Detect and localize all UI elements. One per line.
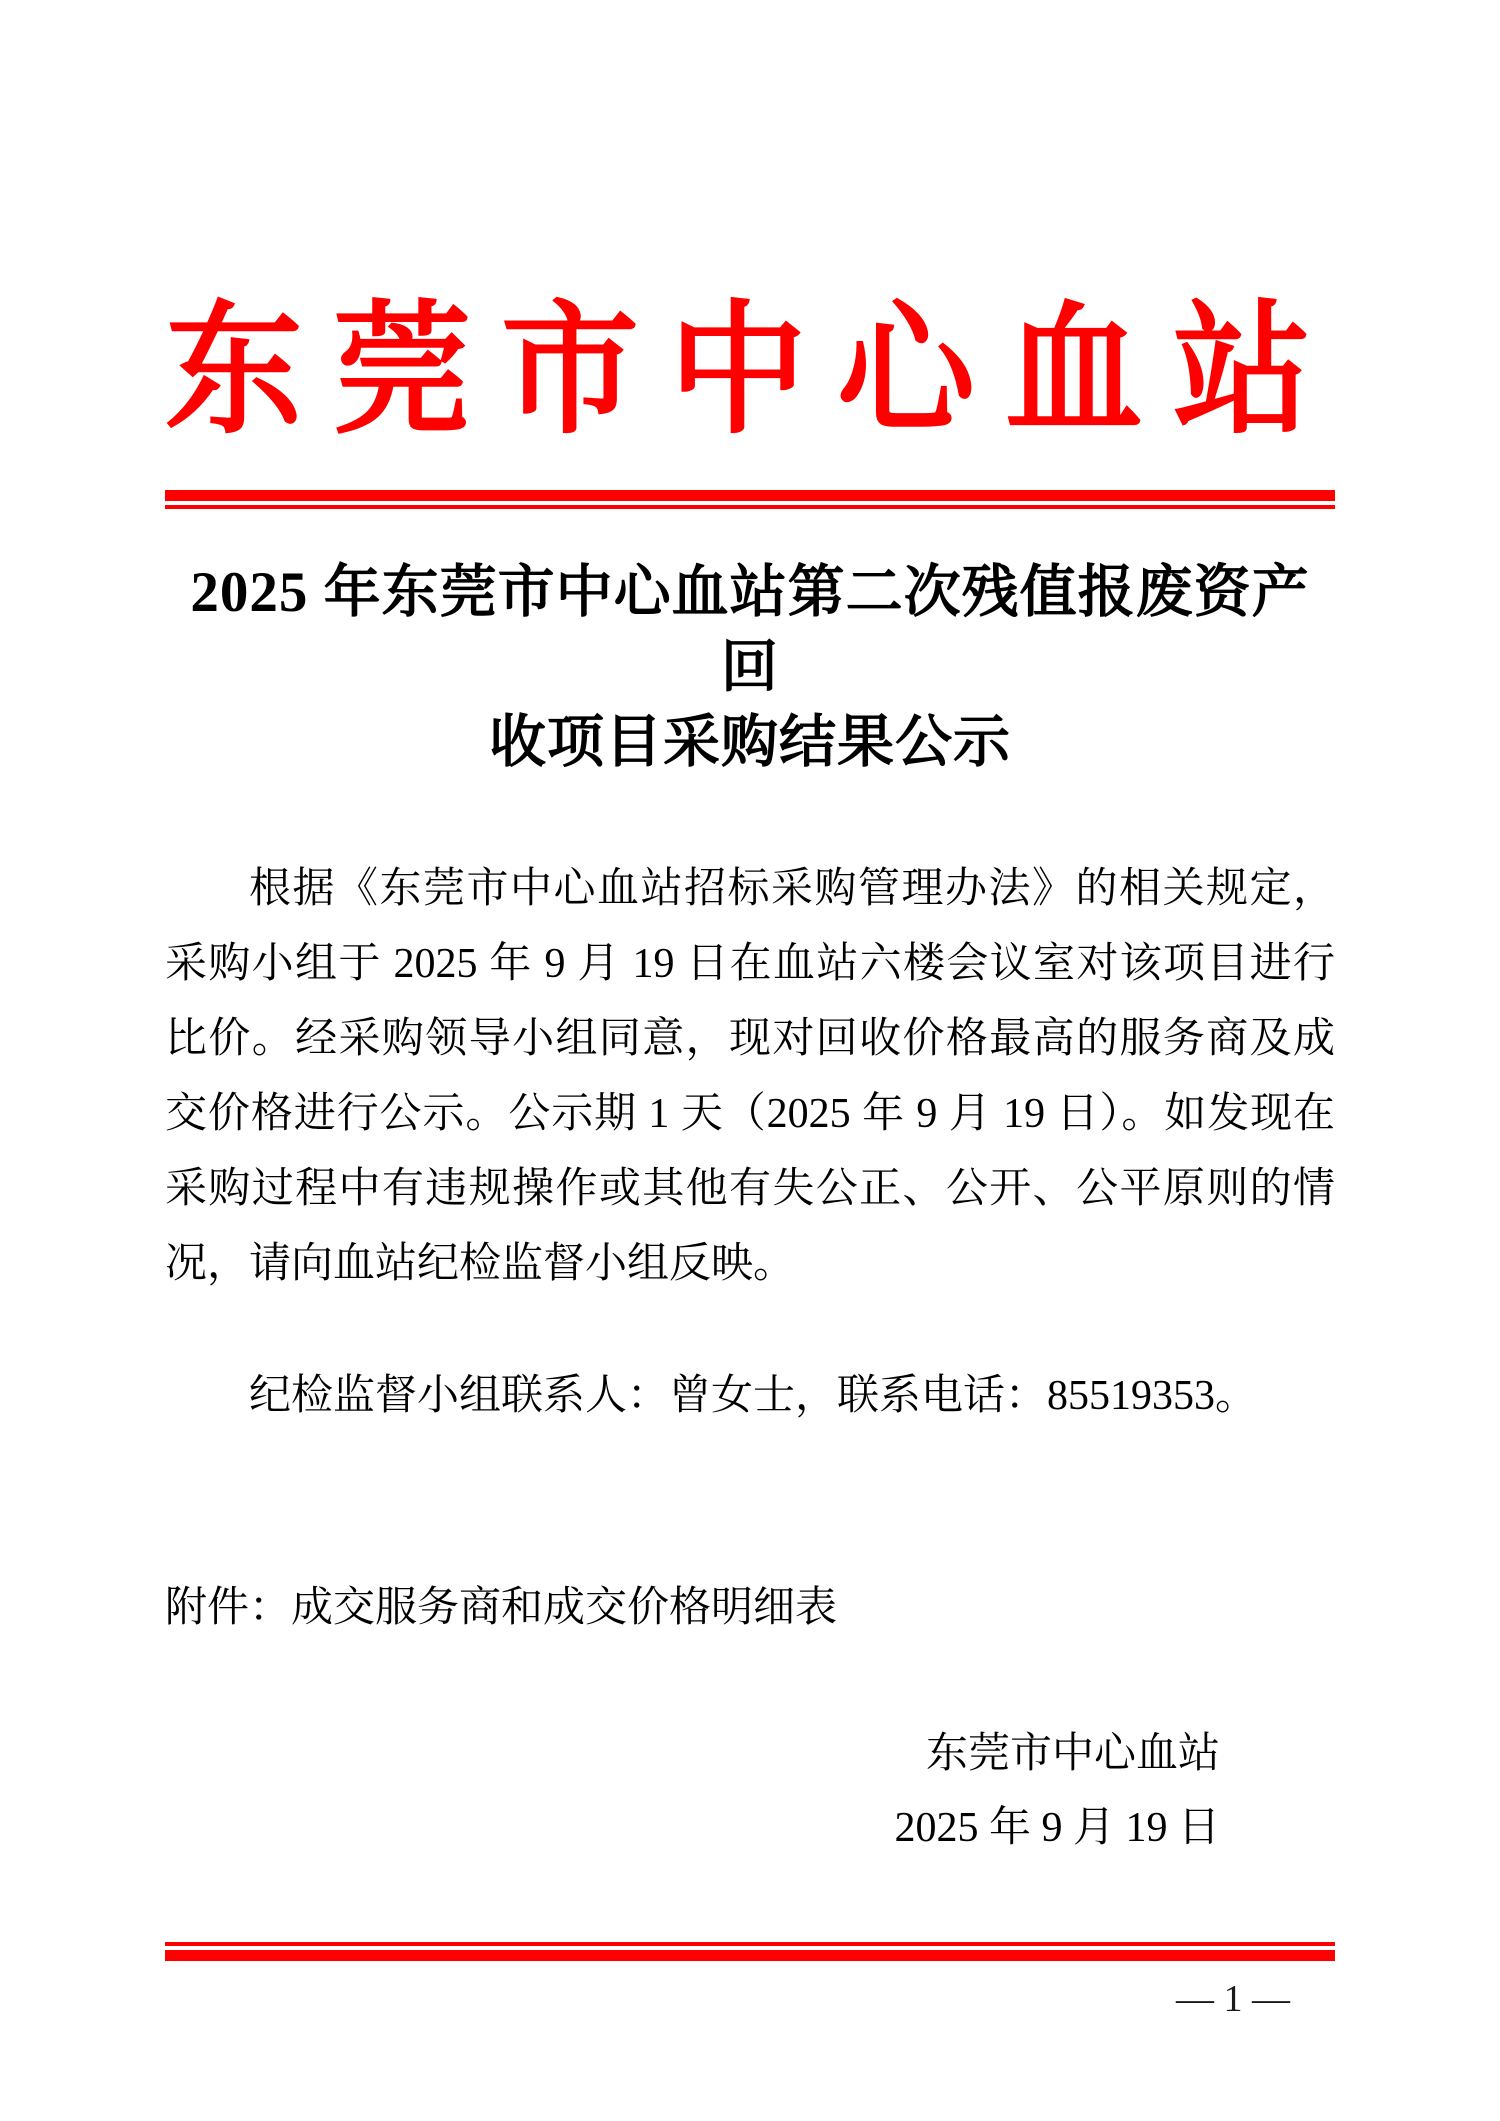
signature-block — [165, 1717, 1335, 1865]
separator-thick-rule — [165, 1950, 1335, 1961]
signature-date: 2025 年 9 月 19 日 — [894, 1805, 1220, 1851]
separator-thin-rule — [165, 505, 1335, 509]
signature-org-name: 东莞市中心血站 — [925, 1731, 1220, 1777]
letterhead-org-name: 东莞市中心血站 — [165, 291, 1342, 451]
page-number: — 1 — — [1176, 1978, 1290, 2020]
attachment-line: 附件：成交服务商和成交价格明细表 — [165, 1585, 838, 1631]
document-title — [165, 555, 1335, 780]
letterhead-separator — [165, 490, 1335, 509]
document-title-line-2: 收项目采购结果公示 — [489, 711, 1011, 774]
footer-separator — [165, 1942, 1335, 1961]
separator-thick-rule — [165, 490, 1335, 501]
document-title-line-1: 2025 年东莞市中心血站第二次残值报废资产回 — [190, 561, 1310, 699]
body-paragraph-contact: 纪检监督小组联系人：曾女士，联系电话：85519353。 — [249, 1373, 1258, 1419]
body-paragraph-main: 根据《东莞市中心血站招标采购管理办法》的相关规定，采购小组于 2025 年 9 月 19 日在血站六楼会议室对该项目进行比价。经采购领导小组同意，现对回收价格最高的服务商及成交价格进行公示。公示期 1 天（2025 年 9 月 19 日）。如发现在采购过程中有违规操作或其他有失公正、公开、公平原则的情况，请向血站纪检监督小组反映。 — [165, 866, 1335, 1287]
